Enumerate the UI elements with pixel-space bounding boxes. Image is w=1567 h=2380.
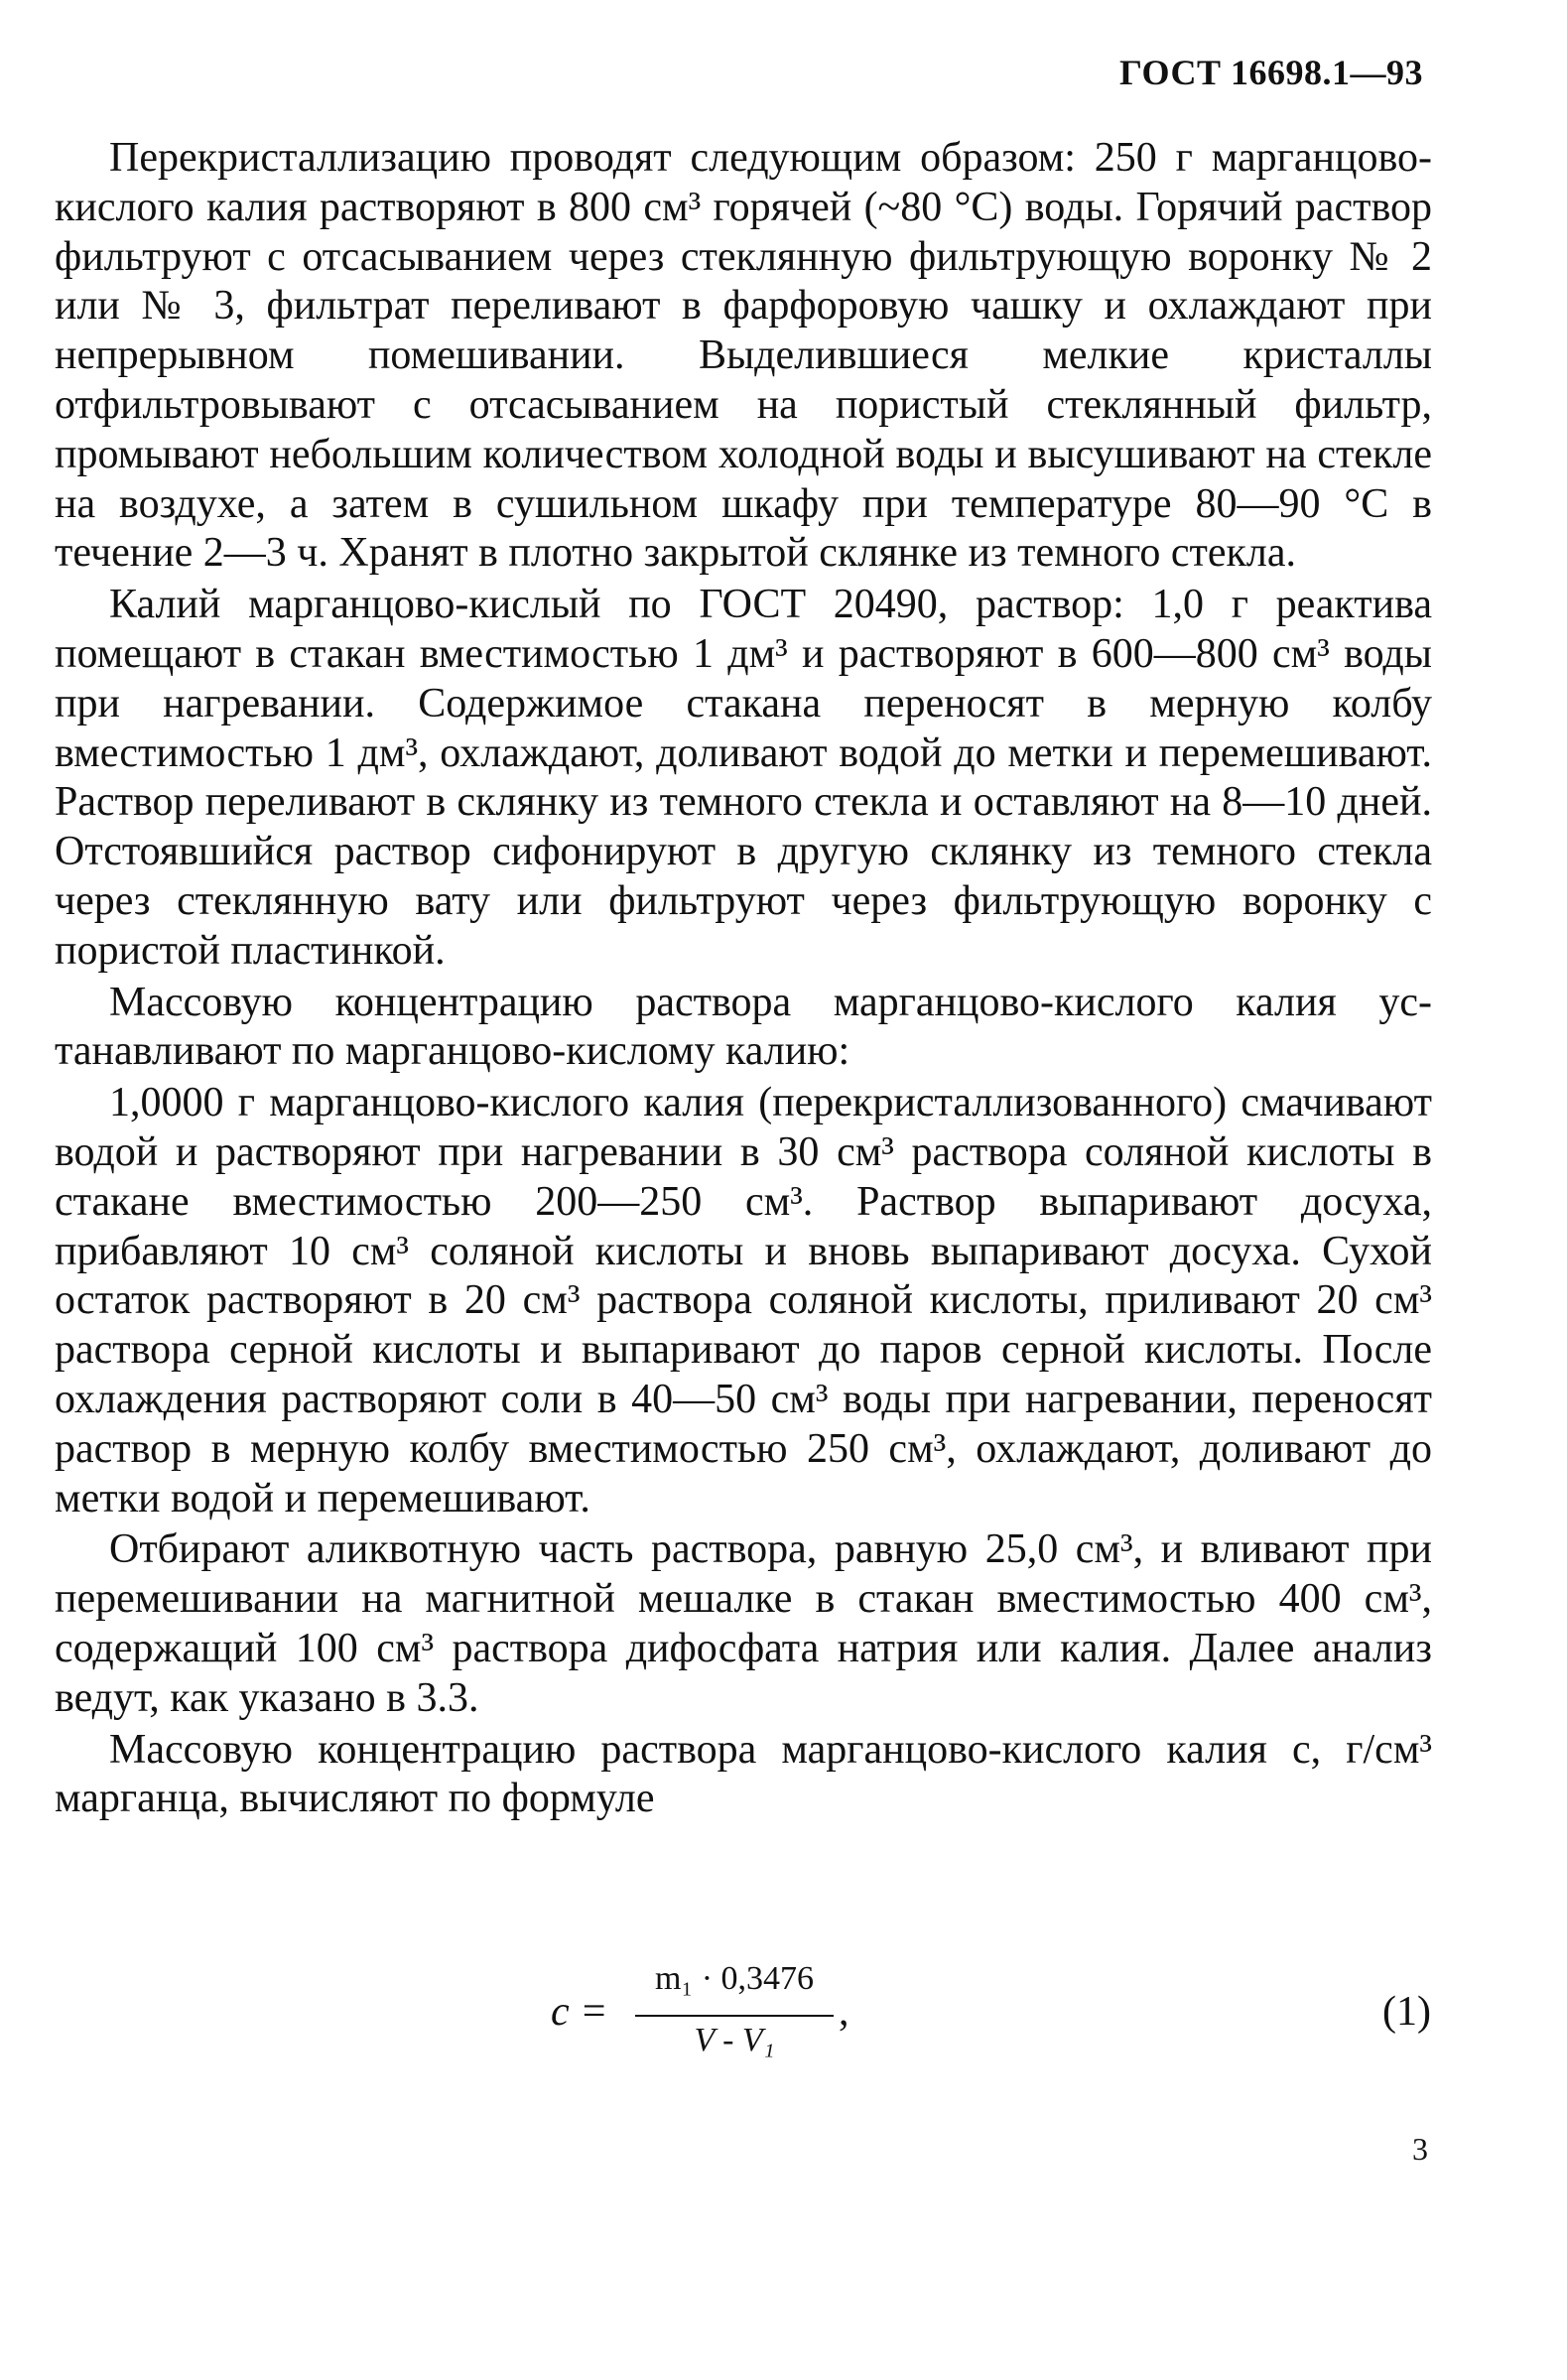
paragraph-recrystallization: Перекристаллизацию проводят следующим образом: 250 г марганцово-кислого калия растворяют в 800 см³ горячей (~80 °С) воды. Горячий раствор фильтруют с отсасыванием через стеклянную фильтрующую воронку № 2 или № 3, фильтрат переливают в фарфоровую чашку и охлаждают при непрерывном помешивании. Выделившиеся мелкие кристаллы отфильтровывают с отсасыванием на пористый стеклянный фильтр, промывают небольшим количеством холодной воды и высушивают на стекле на воздухе, а затем в сушильном шкафу при температуре 80—90 °С в течение 2—3 ч. Хранят в плотно закрытой склянке из темного стекла. [55,135,1432,577]
paragraph-concentration-intro: Массовую концентрацию раствора марганцово-кислого калия устанавливают по марганцово-кислому калию: [55,979,1432,1075]
formula-numerator: m₁ · 0,3476 [654,1960,815,1997]
formula-lhs: c = [551,1989,608,2035]
document-body [55,134,1432,1826]
formula-denominator: V - V₁ [694,2022,775,2058]
formula [551,1960,997,2079]
paragraph-procedure: 1,0000 г марганцово-кислого калия (перекристаллизованного) смачивают водой и растворяют при нагревании в 30 см³ раствора соляной кислоты в стакане вместимостью 200—250 см³. Раствор выпаривают досуха, прибавляют 10 см³ соляной кислоты и вновь выпаривают досуха. Сухой остаток растворяют в 20 см³ раствора соляной кислоты, приливают 20 см³ раствора серной кислоты и выпаривают до паров серной кислоты. После охлаждения растворяют соли в 40—50 см³ воды при нагревании, переносят раствор в мерную колбу вместимостью 250 см³, охлаждают, доливают до метки водой и перемешивают. [55,1080,1432,1521]
equation-number: (1) [1382,1989,1431,2035]
formula-comma: , [839,1989,849,2035]
fraction-bar [635,2015,834,2017]
paragraph-aliquot: Отбирают аликвотную часть раствора, равную 25,0 см³, и вливают при перемешивании на магнитной мешалке в стакан вместимостью 400 см³, содержащий 100 см³ раствора дифосфата натрия или калия. Далее анализ ведут, как указано в 3.3. [55,1526,1432,1721]
paragraph-permanganate-solution: Калий марганцово-кислый по ГОСТ 20490, раствор: 1,0 г реактива помещают в стакан вместимостью 1 дм³ и растворяют в 600—800 см³ воды при нагревании. Содержимое стакана переносят в мерную колбу вместимостью 1 дм³, охлаждают, доливают водой до метки и перемешивают. Раствор переливают в склянку из темного стекла и оставляют на 8—10 дней. Отстоявшийся раствор сифонируют в другую склянку из темного стекла через стеклянную вату или фильтруют через фильтрующую воронку с пористой пластинкой. [55,582,1432,974]
paragraph-formula-intro: Массовую концентрацию раствора марганцово-кислого калия с, г/см³ марганца, вычисляют по формуле [55,1726,1432,1822]
document-header: ГОСТ 16698.1—93 [1119,53,1423,92]
page-number: 3 [1412,2131,1428,2167]
